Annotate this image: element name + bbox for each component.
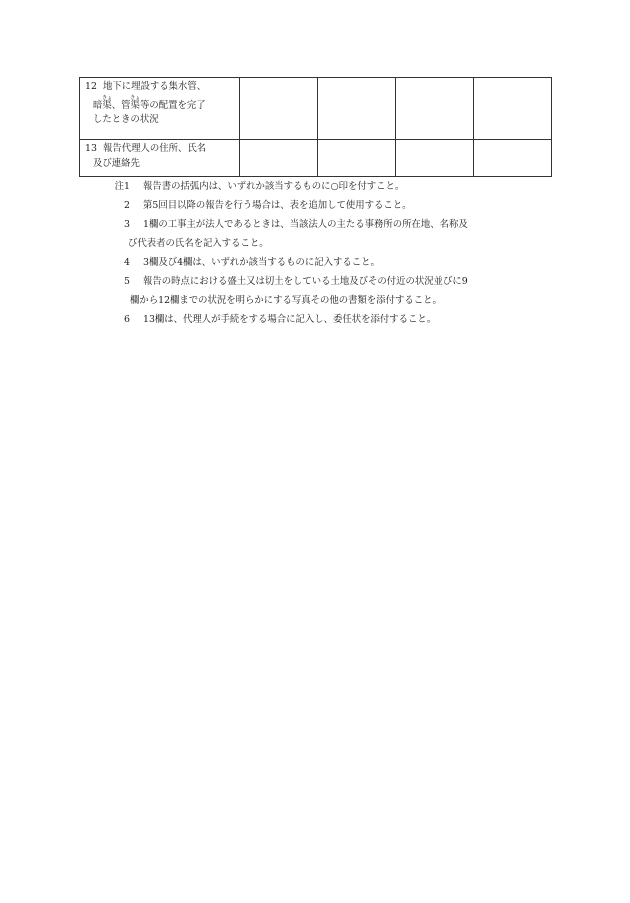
note-1 (0, 180, 630, 199)
note-6-text: 13欄は、代理人が手続をする場合に記入し、委任状を添付すること。 (143, 314, 437, 325)
note-6 (0, 313, 630, 332)
row-12-cell-4[interactable] (474, 78, 552, 140)
row-12-text-2d: 渠 (130, 99, 141, 111)
row-13-cell-1[interactable] (240, 140, 318, 177)
note-2-mark: 2 (124, 200, 130, 211)
row-13-label-cell (80, 140, 240, 177)
row-13-cell-3[interactable] (396, 140, 474, 177)
note-4-text: 3欄及び4欄は、いずれか該当するものに記入すること。 (143, 257, 380, 268)
note-5-text-1: 報告の時点における盛土又は切土をしている土地及びその付近の状況並びに9 (143, 276, 468, 287)
note-3-text-2: び代表者の氏名を記入すること。 (128, 238, 269, 249)
note-4-mark: 4 (124, 257, 130, 268)
note-3-mark: 3 (124, 219, 130, 230)
note-1-text: 報告書の括弧内は、いずれか該当するものに○印を付すこと。 (143, 181, 405, 192)
row-12-label-cell (80, 78, 240, 140)
row-12-ruby-1-reading: きょ (102, 94, 113, 101)
row-12-number: 12 (85, 81, 97, 92)
row-12-ruby-1 (102, 94, 113, 111)
row-12-text-2a: 暗 (93, 99, 103, 111)
row-12-line-1 (85, 80, 235, 95)
row-12-cell-3[interactable] (396, 78, 474, 140)
row-12-ruby-2 (130, 94, 141, 111)
note-2 (0, 199, 630, 218)
row-13-line-2: 及び連絡先 (93, 157, 140, 169)
table-row-12 (80, 78, 552, 140)
row-12-text-2c: 、管 (111, 99, 131, 111)
row-13-cell-4[interactable] (474, 140, 552, 177)
note-3-text-1: 1欄の工事主が法人であるときは、当該法人の主たる事務所の所在地、名称及 (143, 219, 468, 230)
note-5 (0, 275, 630, 313)
row-13-number: 13 (85, 143, 97, 154)
note-4 (0, 256, 630, 275)
note-3 (0, 218, 630, 256)
row-13-cell-2[interactable] (318, 140, 396, 177)
notes-section (0, 180, 630, 332)
row-12-line-3: したときの状況 (93, 114, 159, 126)
note-1-mark: 注1 (114, 181, 130, 192)
row-12-cell-2[interactable] (318, 78, 396, 140)
note-5-mark: 5 (124, 276, 130, 287)
note-6-mark: 6 (124, 314, 130, 325)
row-13-text-1: 報告代理人の住所、氏名 (103, 143, 207, 154)
row-13-line-1 (85, 142, 235, 157)
table-row-13 (80, 140, 552, 177)
row-12-text-1: 地下に埋設する集水管、 (103, 81, 207, 92)
report-table (79, 77, 552, 177)
row-12-text-2e: 等の配置を完了 (139, 99, 206, 111)
note-2-text: 第5回目以降の報告を行う場合は、表を追加して使用すること。 (143, 200, 412, 211)
row-12-cell-1[interactable] (240, 78, 318, 140)
row-12-line-2 (85, 95, 235, 114)
note-5-text-2: 欄から12欄までの状況を明らかにする写真その他の書類を添付すること。 (130, 295, 442, 306)
row-12-text-2b: 渠 (102, 99, 113, 111)
row-12-ruby-2-reading: きょ (130, 94, 141, 101)
